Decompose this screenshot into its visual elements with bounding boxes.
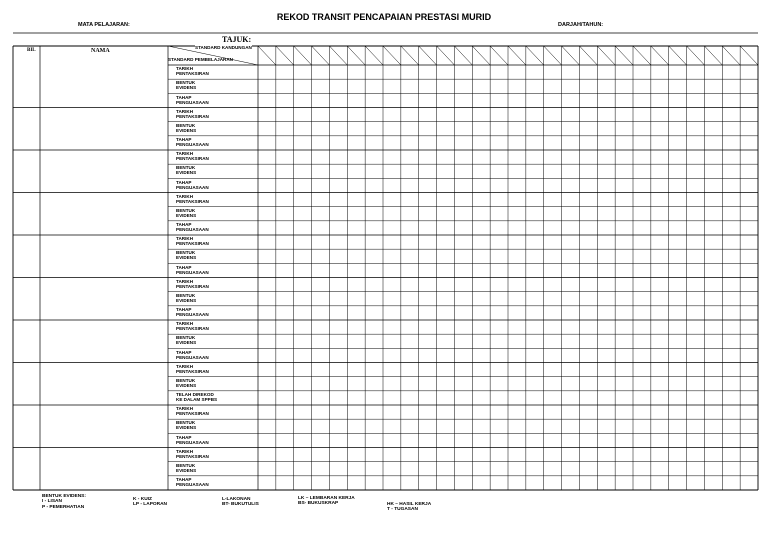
row-label-line: BENTUK: [176, 420, 196, 426]
grid-header-diagonal: [383, 46, 401, 65]
legend-bentuk-evidens: [42, 494, 86, 510]
grid-header-diagonal: [329, 46, 347, 65]
row-label-line: TAHAP: [176, 477, 192, 483]
row-label-line: EVIDENS: [176, 255, 197, 261]
grid-header-diagonal: [365, 46, 383, 65]
grid-header-diagonal: [472, 46, 490, 65]
grid-header-diagonal: [544, 46, 562, 65]
grid-header-diagonal: [401, 46, 419, 65]
row-label-line: PENGUASAAN: [176, 227, 209, 233]
grid-header-diagonal: [651, 46, 669, 65]
row-label-line: PENGUASAAN: [176, 184, 209, 190]
row-label-line: EVIDENS: [176, 340, 197, 346]
row-label-line: TAHAP: [176, 307, 192, 313]
grid-header-diagonal: [276, 46, 294, 65]
mata-pelajaran-label: MATA PELAJARAN:: [78, 22, 130, 28]
row-label-line: TARIKH: [176, 236, 194, 242]
row-label-line: TAHAP: [176, 222, 192, 228]
grid-header-diagonal: [740, 46, 758, 65]
grid-header-diagonal: [454, 46, 472, 65]
legend-group-k: [133, 497, 167, 508]
row-label-line: PENTAKSIRAN: [176, 326, 209, 332]
standard-pembelajaran-label: STANDARD PEMBELAJARAN: [168, 57, 233, 62]
row-label-line: PENTAKSIRAN: [176, 368, 209, 374]
grid-header-diagonal: [669, 46, 687, 65]
legend-bukuskrap: BS- BUKUSKRAP: [298, 501, 339, 507]
row-label: [176, 449, 258, 459]
row-label: [176, 350, 258, 360]
row-label-line: BENTUK: [176, 250, 196, 256]
row-label-line: BENTUK: [176, 122, 196, 128]
grid-header-diagonal: [437, 46, 455, 65]
row-label-line: BENTUK: [176, 462, 196, 468]
row-label-line: EVIDENS: [176, 212, 197, 218]
row-label: [176, 180, 258, 190]
row-label-line: PENTAKSIRAN: [176, 453, 209, 459]
row-label: [176, 420, 258, 430]
row-label-line: PENTAKSIRAN: [176, 198, 209, 204]
row-label: [176, 307, 258, 317]
row-label-line: TARIKH: [176, 363, 194, 369]
row-label: [176, 392, 258, 402]
row-label-line: TARIKH: [176, 151, 194, 157]
legend-lembaran-kerja: LK – LEMBARAN KERJA: [298, 496, 355, 501]
grid-header-diagonal: [490, 46, 508, 65]
row-label-line: EVIDENS: [176, 467, 197, 473]
row-label-line: PENGUASAAN: [176, 439, 209, 445]
row-label: [176, 151, 258, 161]
legend-lakonan: L-LAKONAN: [222, 497, 251, 502]
page-title: REKOD TRANSIT PENCAPAIAN PRESTASI MURID: [276, 12, 492, 22]
row-label: [176, 123, 258, 133]
row-label-line: EVIDENS: [176, 127, 197, 133]
legend-group-hk: [387, 502, 431, 513]
row-label-line: PENGUASAAN: [176, 312, 209, 318]
row-label-line: PENGUASAAN: [176, 269, 209, 275]
row-label: [176, 293, 258, 303]
row-label: [176, 80, 258, 90]
row-label: [176, 335, 258, 345]
row-label-line: PENGUASAAN: [176, 142, 209, 148]
grid-header-diagonal: [294, 46, 312, 65]
row-label: [176, 194, 258, 204]
tajuk-label: TAJUK:: [222, 35, 252, 44]
grid-header-diagonal: [615, 46, 633, 65]
row-label-line: TAHAP: [176, 349, 192, 355]
standard-kandungan-label: STANDARD KANDUNGAN: [195, 45, 252, 50]
row-label-line: BENTUK: [176, 165, 196, 171]
row-label-line: BENTUK: [176, 292, 196, 298]
grid-header-diagonal: [508, 46, 526, 65]
row-label-line: PENTAKSIRAN: [176, 411, 209, 417]
legend-group-lk: [298, 496, 355, 507]
grid-header-diagonal: [597, 46, 615, 65]
row-label-line: TAHAP: [176, 179, 192, 185]
row-label: [176, 165, 258, 175]
row-label: [176, 265, 258, 275]
row-label: [176, 477, 258, 487]
row-label-line: TAHAP: [176, 434, 192, 440]
row-label-line: EVIDENS: [176, 297, 197, 303]
row-label: [176, 463, 258, 473]
row-label: [176, 378, 258, 388]
row-label-line: PENTAKSIRAN: [176, 283, 209, 289]
legend-kuiz: K - KUIZ: [133, 497, 152, 502]
row-label-line: TAHAP: [176, 137, 192, 143]
darjah-tahun-label: DARJAH/TAHUN:: [558, 22, 604, 28]
row-label-line: PENTAKSIRAN: [176, 241, 209, 247]
row-label-line: BENTUK: [176, 335, 196, 341]
grid-header-diagonal: [526, 46, 544, 65]
row-label-line: PENGUASAAN: [176, 354, 209, 360]
row-label-line: TARIKH: [176, 448, 194, 454]
grid-header-diagonal: [579, 46, 597, 65]
row-label-line: TAHAP: [176, 264, 192, 270]
row-label: [176, 66, 258, 76]
row-label-line: TELAH DIREKOD: [176, 392, 214, 398]
grid-header-diagonal: [687, 46, 705, 65]
row-label-line: BENTUK: [176, 80, 196, 86]
legend-laporan: LP - LAPORAN: [133, 502, 168, 508]
grid-header-diagonal: [704, 46, 722, 65]
row-label-line: PENTAKSIRAN: [176, 113, 209, 119]
grid-header-diagonal: [562, 46, 580, 65]
legend-tugasan: T - TUGASAN: [387, 507, 418, 513]
row-label: [176, 321, 258, 331]
row-label: [176, 364, 258, 374]
row-label-line: PENGUASAAN: [176, 482, 209, 488]
row-label-line: TARIKH: [176, 406, 194, 412]
column-header-nama: NAMA: [91, 48, 110, 54]
grid-header-diagonal: [312, 46, 330, 65]
row-label-line: BENTUK: [176, 207, 196, 213]
grid-header-diagonal: [419, 46, 437, 65]
row-label: [176, 250, 258, 260]
row-label-line: EVIDENS: [176, 382, 197, 388]
legend-pemerhatian: P - PEMERHATIAN: [42, 504, 85, 510]
legend-group-l: [222, 497, 259, 508]
grid-header-diagonal: [347, 46, 365, 65]
row-label-line: EVIDENS: [176, 85, 197, 91]
row-label-line: PENGUASAAN: [176, 99, 209, 105]
row-label-line: TARIKH: [176, 278, 194, 284]
row-label-line: KE DALAM SPPBS: [176, 397, 218, 403]
row-label-line: PENTAKSIRAN: [176, 156, 209, 162]
row-label-line: TARIKH: [176, 193, 194, 199]
grid-header-diagonal: [722, 46, 740, 65]
row-label: [176, 222, 258, 232]
row-label: [176, 236, 258, 246]
column-header-bil: BIL: [27, 48, 36, 53]
row-label: [176, 137, 258, 147]
row-label-line: TARIKH: [176, 321, 194, 327]
row-label-line: BENTUK: [176, 377, 196, 383]
row-label: [176, 95, 258, 105]
row-label: [176, 279, 258, 289]
row-label-line: TAHAP: [176, 94, 192, 100]
row-label: [176, 406, 258, 416]
row-label-line: EVIDENS: [176, 425, 197, 431]
row-label-line: PENTAKSIRAN: [176, 71, 209, 77]
row-label: [176, 208, 258, 218]
row-label-line: TARIKH: [176, 108, 194, 114]
legend-hasil-kerja: HK – HASIL KERJA: [387, 502, 432, 507]
grid-header-diagonal: [633, 46, 651, 65]
row-label-line: TARIKH: [176, 66, 194, 72]
row-label: [176, 435, 258, 445]
legend-heading: BENTUK EVIDENS:: [42, 494, 86, 499]
row-label: [176, 109, 258, 119]
legend-bukutulis: BT- BUKUTULIS: [222, 502, 259, 508]
row-label-line: EVIDENS: [176, 170, 197, 176]
grid-header-diagonal: [258, 46, 276, 65]
legend-lisan: I - LISAN: [42, 499, 62, 505]
